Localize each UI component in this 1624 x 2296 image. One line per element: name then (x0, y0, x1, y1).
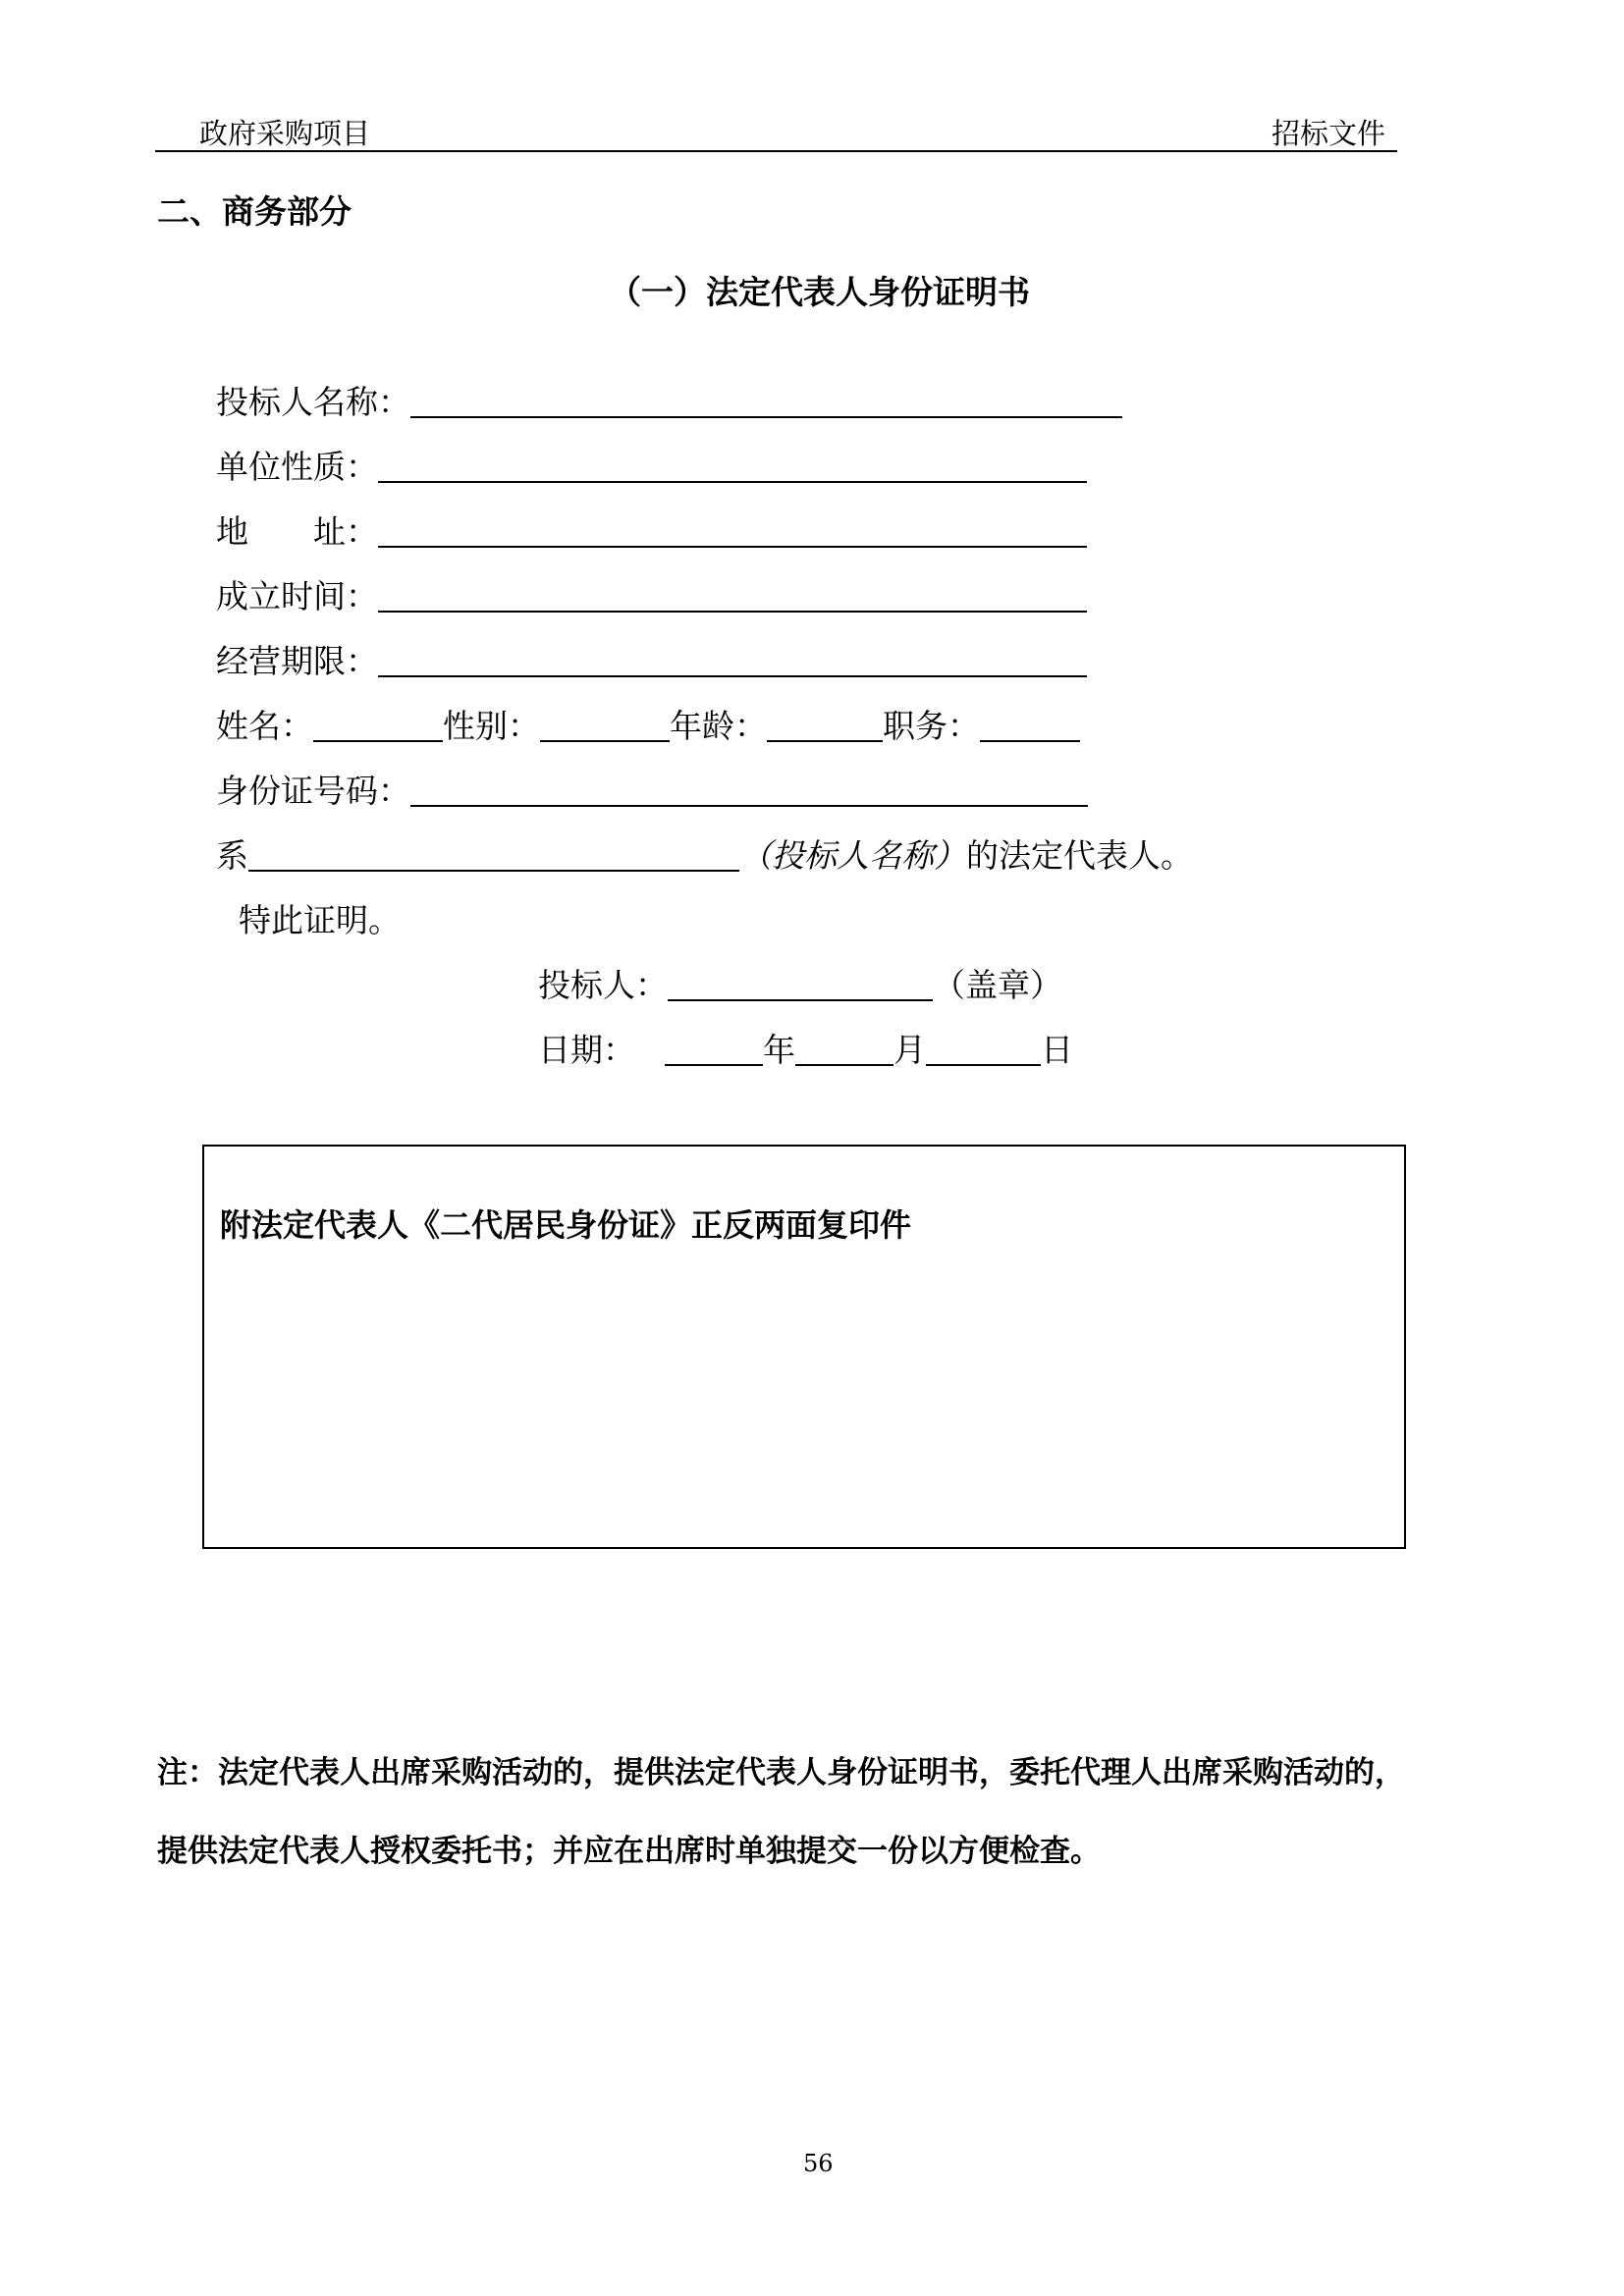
blank-bidder-name[interactable] (410, 387, 1122, 418)
page-number: 56 (803, 2150, 834, 2177)
field-label: 成立时间： (216, 577, 378, 615)
attachment-text: 附法定代表人《二代居民身份证》正反两面复印件 (220, 1206, 912, 1244)
statement-line (216, 836, 1193, 876)
blank-age[interactable] (767, 711, 883, 742)
field-established (216, 577, 1087, 616)
blank-established[interactable] (378, 581, 1087, 613)
month-label: 月 (893, 1031, 926, 1069)
note-line-2: 提供法定代表人授权委托书；并应在出席时单独提交一份以方便检查。 (157, 1834, 1101, 1869)
statement-suffix: 的法定代表人。 (966, 836, 1193, 875)
blank-id-number[interactable] (410, 775, 1088, 807)
blank-year[interactable] (665, 1035, 763, 1066)
blank-statement[interactable] (248, 840, 739, 872)
blank-address[interactable] (378, 516, 1087, 548)
field-label: 姓名： (216, 707, 313, 745)
statement-italic: （投标人名称） (739, 836, 966, 875)
blank-month[interactable] (795, 1035, 893, 1066)
blank-signature[interactable] (668, 970, 933, 1001)
section-title: 二、商务部分 (157, 192, 352, 231)
year-label: 年 (763, 1031, 795, 1069)
header-rule (155, 150, 1397, 152)
field-label: 年龄： (670, 707, 767, 745)
blank-gender[interactable] (540, 711, 670, 742)
blank-day[interactable] (926, 1035, 1041, 1066)
field-unit-nature (216, 448, 1087, 487)
signature-date (538, 1031, 1073, 1070)
field-bidder-name (216, 383, 1122, 422)
blank-term[interactable] (378, 646, 1087, 677)
field-id-number (216, 772, 1088, 811)
blank-unit-nature[interactable] (378, 452, 1087, 483)
field-label: 日期： (538, 1031, 635, 1069)
note-line-1: 注：法定代表人出席采购活动的，提供法定代表人身份证明书，委托代理人出席采购活动的， (157, 1755, 1405, 1790)
blank-name[interactable] (313, 711, 443, 742)
field-label: 身份证号码： (216, 772, 410, 810)
field-label: 职务： (883, 707, 980, 745)
form-title: （一）法定代表人身份证明书 (609, 273, 1030, 311)
field-label: 性别： (443, 707, 540, 745)
field-label: 投标人： (538, 966, 668, 1004)
field-term (216, 642, 1087, 681)
statement-prefix: 系 (216, 836, 248, 875)
header-left: 政府采购项目 (199, 117, 371, 150)
certify-line (239, 901, 401, 940)
field-label: 经营期限： (216, 642, 378, 680)
seal-label: （盖章） (933, 966, 1062, 1004)
field-address (216, 512, 1087, 552)
certify-text: 特此证明。 (239, 901, 401, 939)
field-label: 投标人名称： (216, 383, 410, 421)
field-personal (216, 707, 1080, 746)
field-label: 单位性质： (216, 448, 378, 486)
signature-bidder (538, 966, 1062, 1005)
field-label: 地 址： (216, 512, 378, 551)
header-right: 招标文件 (1272, 117, 1386, 150)
day-label: 日 (1041, 1031, 1073, 1069)
blank-position[interactable] (980, 711, 1080, 742)
